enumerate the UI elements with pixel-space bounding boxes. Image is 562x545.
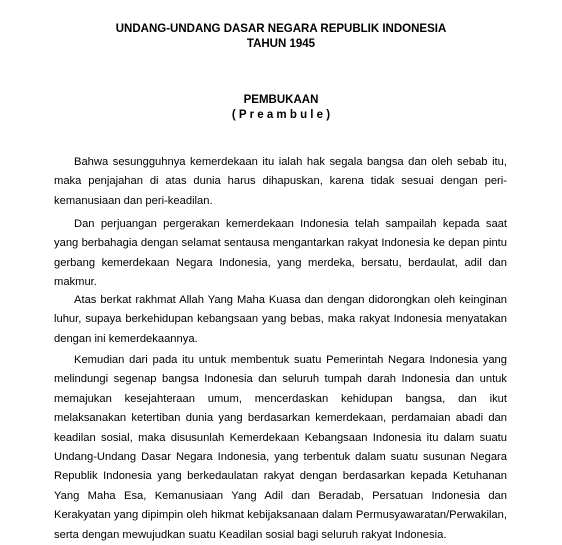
title-line-2: TAHUN 1945	[246, 38, 316, 50]
paragraph-text: Bahwa sesungguhnya kemerdekaan itu ialah hak segala bangsa dan oleh sebab itu, maka penjajahan di atas dunia harus dihapuskan, karena tidak sesuai dengan peri-kemanusiaan dan peri-keadilan.	[54, 156, 507, 207]
paragraph-1	[54, 153, 507, 211]
paragraph-4	[54, 351, 507, 545]
paragraph-text: Dan perjuangan pergerakan kemerdekaan Indonesia telah sampailah kepada saat yang berbahagia dengan selamat sentausa mengantarkan rakyat Indonesia ke depan pintu gerbang kemerdekaan Negara Indonesia, yang merdeka, bersatu, berdaulat, adil dan makmur.	[54, 218, 507, 289]
document-title	[0, 22, 562, 52]
section-heading	[0, 93, 562, 123]
paragraph-3	[54, 291, 507, 349]
paragraph-text: Kemudian dari pada itu untuk membentuk suatu Pemerintah Negara Indonesia yang melindungi segenap bangsa Indonesia dan seluruh tumpah darah Indonesia dan untuk memajukan kesejahteraan umum, mencerdaskan kehidupan bangsa, dan ikut melaksanakan ketertiban dunia yang berdasarkan kemerdekaan, perdamaian abadi dan keadilan sosial, maka disusunlah Kemerdekaan Kebangsaan Indonesia itu dalam suatu Undang-Undang Dasar Negara Indonesia, yang terbentuk dalam suatu susunan Negara Republik Indonesia yang berkedaulatan rakyat dengan berdasarkan kepada Ketuhanan Yang Maha Esa, Kemanusiaan Yang Adil dan Beradab, Persatuan Indonesia dan Kerakyatan yang dipimpin oleh hikmat kebijaksanaan dalam Permusyawaratan/Perwakilan, serta dengan mewujudkan suatu Keadilan sosial bagi seluruh rakyat Indonesia.	[54, 354, 507, 541]
section-subtitle: ( P r e a m b u l e )	[231, 109, 331, 121]
paragraph-text: Atas berkat rakhmat Allah Yang Maha Kuasa dan dengan didorongkan oleh keinginan luhur, supaya berkehidupan kebangsaan yang bebas, maka rakyat Indonesia menyatakan dengan ini kemerdekaannya.	[54, 294, 507, 345]
title-line-1: UNDANG-UNDANG DASAR NEGARA REPUBLIK INDONESIA	[115, 23, 447, 35]
section-title: PEMBUKAAN	[243, 94, 319, 106]
paragraph-2	[54, 215, 507, 293]
